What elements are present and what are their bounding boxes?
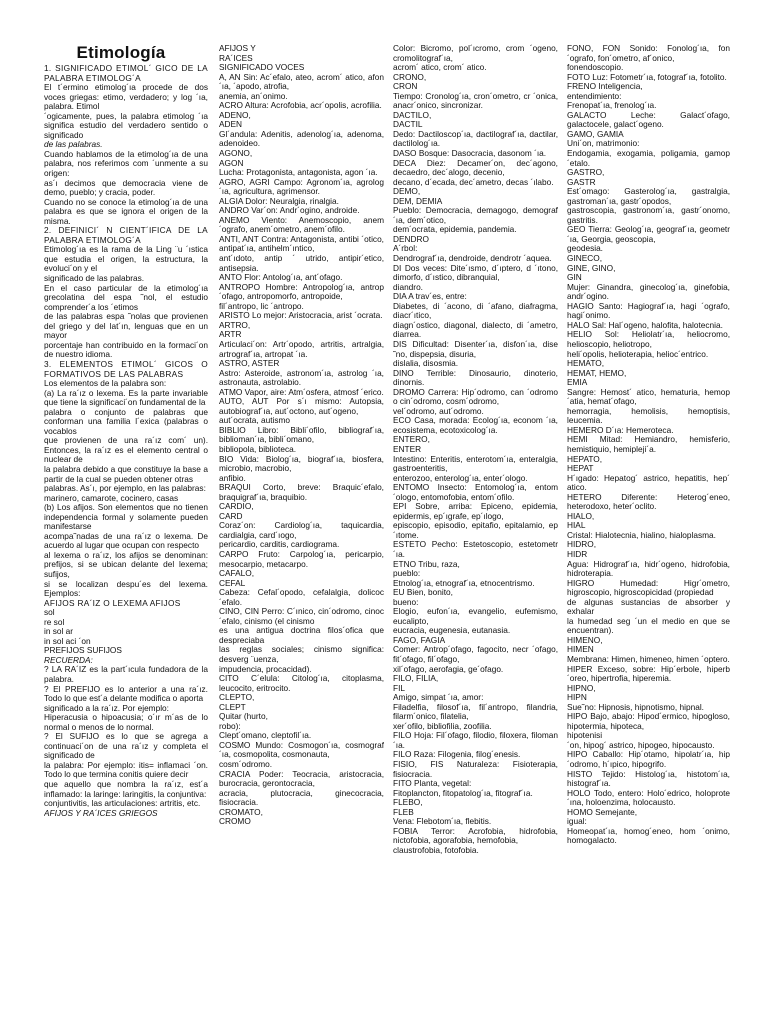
text-line: in sol ar [44,626,74,637]
text-line: ACRO Altura: Acrofobia, acr´opolis, acrofilia. [219,100,382,111]
text-line: FISIO, FIS Naturaleza: Fisioterapia, fisiocracia. [393,759,558,779]
text-line: marinero, camarote, cocinero, casas [44,492,179,503]
text-line: HELIO Sol: Heliolatr´ıa, heliocromo, helioscopio, heliotropo, [567,329,730,349]
text-line: CLEPT [219,701,246,712]
text-line: CEFAL [219,577,246,588]
text-line: DROMO Carrera: Hip´odromo, can ´odromo o cin´odromo, cosm´odromo, [393,386,558,407]
text-line: anemia, an´onimo. [219,90,288,101]
text-line: 2. DEFINICI´ N CIENT´IFICA DE LA PALABRA ETIMOLOG´A [44,225,208,245]
text-line: Vena: Flebotom´ıa, flebitis. [393,816,492,827]
column-2 [219,44,384,1018]
text-line: bueno: [393,596,419,607]
text-line: hemorragia, hemolisis, hemoptisis, leucemia. [567,405,730,426]
text-line: FILO Raza: Filogenia, filog´enesis. [393,749,521,760]
text-line: AFIJOS RA´IZ O LEXEMA AFIJOS [44,597,181,608]
text-line: FRENO Inteligencia, [567,81,643,92]
text-line: gastroscopia, gastronom´ıa, gastr´onomo, gastritis. [567,205,730,225]
text-line: RA´ICES [219,52,253,63]
text-line: de las palabras. [44,139,103,150]
text-line: DASO Bosque: Dasocracia, dasonom ´ıa. [393,148,547,159]
text-line: Fitoplancton, fitopatolog´ıa, fitograf´ıa. [393,787,533,798]
column-1 [44,44,208,1018]
text-line: BRAQUI Corto, breve: Braquic´efalo, braquigraf´ıa, braquibio. [219,482,384,502]
text-line: conjuntivitis, las articulaciones: artritis, etc. [44,798,201,809]
text-line: HOMO Semejante, [567,806,638,817]
text-line: En el caso particular de la etimolog´ıa grecolatina del espa ˜nol, el estudio comprender´a los ´etimos [44,282,208,312]
text-line: Etimolog´ıa es la rama de la Ling ¨u ´ıstica que estudia el origen, la estructura, la evoluci´on y el [44,244,208,274]
text-line: dem´ocrata, epidemia, pandemia. [393,224,517,235]
text-line: Est´omago: Gasterolog´ıa, gastralgia, gastroman´ıa, gastr´opodos, [567,186,730,206]
text-line: acrom´ atico, crom´ atico. [393,62,487,73]
text-line: ATMO Vapor, aire: Atm´osfera, atmosf ´erico. [219,386,384,397]
text-line: Filadelfia, filosof´ıa, fil´antropo, filandria, filarm´onico, filatelia, [393,701,558,722]
text-line: ? El PREFIJO es lo anterior a una ra´ız. Todo lo que est´a delante modifica o aporta [44,683,208,704]
text-line: AGONO, [219,148,253,159]
text-line: Dendrograf´ıa, dendroide, dendrotr ´aquea. [393,253,552,264]
text-line: HEMI Mitad: Hemiandro, hemisferio, hemistiquio, hemipleji´a. [567,434,730,454]
text-line: ADEN [219,119,243,130]
text-line: que aquello que nombra la ra´ız, est´a inflamado: la laringe: laringitis, la conjuntiva: [44,779,208,799]
text-line: eucracia, eugenesia, eutanasia. [393,625,511,636]
text-line: DECA Diez: Decamer´on, dec´agono, decaedro, dec´alogo, decenio, [393,157,558,178]
text-line: sol [44,607,55,618]
text-line: anfibio. [219,472,246,483]
text-line: enterozoo, enterolog´ıa, enter´ologo. [393,472,528,483]
text-line: Cuando hablamos de la etimolog´ıa de una palabra, nos referimos com ´unmente a su origen: [44,148,208,179]
text-line: ASTRO, ASTER [219,358,280,369]
text-line: Articulaci´on: Artr´opodo, artritis, artralgia, artrograf´ıa, artropat ´ıa. [219,338,384,359]
text-line: si se localizan despu´es del lexema. Ejemplos: [44,578,208,599]
text-line: HAGIO Santo: Hagiograf´ıa, hagi ´ografo, hagi´onimo. [567,300,730,321]
text-line: HIPO Bajo, abajo: Hipod´ermico, hipogloso, hipotermia, hipoteca, [567,711,730,731]
text-line: Membrana: Himen, himeneo, himen ´optero. [567,654,730,664]
text-line: HEPAT [567,463,594,474]
text-line: HIDRO, [567,539,597,550]
text-line: 1. SIGNIFICADO ETIMOL´ GICO DE LA PALABRA ETIMOLOG´A [44,63,208,83]
text-line: xer´ofilo, bibliofilia, zoofilia. [393,720,492,731]
text-line: HOLO Todo, entero: Holo´edrico, holoprote´ına, holoenzima, holocausto. [567,787,730,808]
text-line: significado de las palabras. [44,273,145,284]
text-line: re sol [44,616,65,627]
text-line: ADENO, [219,109,251,120]
text-line: pueblo: [393,568,421,579]
text-line: BIO Vida: Biolog´ıa, biograf´ıa, biosfera, microbio, macrobio, [219,453,384,474]
text-line: COSMO Mundo: Cosmogon´ıa, cosmograf´ıa, cosmopolita, cosmonauta, [219,739,384,760]
text-line: de las palabras espa ˜nolas que provienen del griego y del lat´ın, lenguas que en un mayor [44,311,208,341]
text-line: ENTER [393,443,422,454]
text-line: DINO Terrible: Dinosaurio, dinoterio, dinornis. [393,367,558,388]
text-line: DEM, DEMIA [393,195,443,206]
text-line: El t´ermino etimolog´ıa procede de dos voces griegas: etimo, verdadero; y log ´ıa, palabra. Etimol [44,82,208,112]
text-line: Astro: Asteroide, astronom´ıa, astrolog ´ıa, astronauta, astrolabio. [219,367,384,388]
text-line: acracia, plutocracia, ginecocracia, fisiocracia. [219,787,384,808]
text-line: RECUERDA: [44,654,93,665]
text-line: Pueblo: Democracia, demagogo, demograf´ıa, dem´otico, [393,205,558,225]
text-line: bibliopola, biblioteca. [219,443,297,454]
text-line: palabra o conjunto de palabras que conforman una familia l´exica (palabras o vocablos [44,406,208,436]
text-line: ANTROPO Hombre: Antropolog´ıa, antrop´ofago, antropomorfo, antropoide, [219,281,384,302]
text-line: xil´ofago, aerofagia, ge´ofago. [393,663,504,674]
text-line: CRONO, [393,71,427,82]
text-line: AUTO, AUT Por s´ı mismo: Autopsia, autobiograf´ıa, aut´octono, aut´ogeno, [219,396,384,416]
text-line: CRON [393,81,418,92]
text-line: diagn´ostico, diagonal, dialecto, di ´ametro, diarrea. [393,319,558,340]
text-line: as´ı decimos que democracia viene de demo, pueblo; y cracia, poder. [44,177,208,198]
text-line: FLEBO, [393,797,423,808]
text-line: HETERO Diferente: Heterog´eneo, heterodoxo, heter´oclito. [567,491,730,512]
text-line: DACTILO, [393,109,432,120]
text-line: hipotenisi [567,730,603,741]
text-line: HEPATO, [567,453,603,464]
text-line: Quitar (hurto, [219,711,268,722]
text-line: aut´ocrata, autismo [219,415,291,426]
text-line: ´on, hipog´ astrico, hipogeo, hipocausto. [567,739,715,750]
text-line: ANDRO Var´on: Andr´ogino, androide. [219,205,360,216]
text-line: A, AN Sin: Ac´efalo, ateo, acrom´ atico, afon´ıa, ´apodo, atrofia, [219,71,384,92]
text-line: CITO C´elula: Citolog´ıa, citoplasma, leucocito, eritrocito. [219,673,384,693]
text-line: ? El SUFIJO es lo que se agrega a continuaci´on de una ra´ız y completa el significado de [44,731,208,761]
text-line: Mujer: Ginandra, ginecolog´ıa, ginefobia, andr´ogino. [567,281,730,302]
text-line: robo): [219,720,241,731]
text-line: FILO Hoja: Fil´ofago, filodio, filoxera, filoman´ıa. [393,730,558,750]
text-line: Coraz´on: Cardiolog´ıa, taquicardia, cardialgia, card´ıogo, [219,520,384,540]
text-line: Frenopat´ıa, frenolog´ıa. [567,100,657,111]
text-line: Etnolog´ıa, etnograf´ıa, etnocentrismo. [393,577,535,588]
text-line: Color: Bicromo, pol´ıcromo, crom ´ogeno, cromolitograf´ıa, [393,44,558,63]
text-line: EPI Sobre, arriba: Epiceno, epidemia, epidermis, ep´ıgrafe, ep´ılogo, [393,501,558,521]
text-line: AGRO, AGRI Campo: Agronom´ıa, agrolog´ıa, agricultura, agrimensor. [219,176,384,197]
text-line: Cabeza: Cefal´opodo, cefalalgia, dolicoc´efalo. [219,587,384,607]
text-line: palabras. As´ı, por ejemplo, en las palabras: [44,483,206,494]
text-line: GASTR [567,176,596,187]
text-line: HIDR [567,548,588,559]
text-line: A´rbol: [393,243,418,254]
text-line: Los elementos de la palabra son: [44,378,167,389]
text-line: DIS Dificultad: Disenter´ıa, disfon´ıa, dise ˜no, dispepsia, disuria, [393,338,558,359]
text-line: FLEB [393,806,414,817]
text-line: ANTI, ANT Contra: Antagonista, antibi ´otico, antipat´ıa, antihelm´ıntico, [219,233,384,254]
text-line: GEO Tierra: Geolog´ıa, geograf´ıa, geometr´ıa, Georgia, geoscopia, [567,224,730,244]
text-line: Uni´on, matrimonio: [567,138,640,149]
text-line: Lucha: Protagonista, antagonista, agon ´ıa. [219,167,378,178]
text-line: ALGIA Dolor: Neuralgia, rinalgia. [219,195,339,206]
text-line: CLEPTO, [219,692,255,703]
text-line: episcopio, episodio, epitafio, epitalamio, ep´ıtome. [393,520,558,540]
text-line: ANEMO Viento: Anemoscopio, anem ´ografo, anem´ometro, anem´ofilo. [219,214,384,235]
text-line: claustrofobia, fotofobia. [393,844,479,855]
text-line: Hiperacusia o hipoacusia; o´ır m´as de lo normal o menos de lo normal. [44,712,208,732]
text-line: BIBLIO Libro: Bibli´ofilo, bibliograf´ıa, biblioman´ıa, bibli´omano, [219,424,384,445]
text-line: HISTO Tejido: Histolog´ıa, histotom´ıa, histograf´ıa. [567,768,730,789]
text-line: Elogio, eufon´ıa, evangelio, eufemismo, eucalipto, [393,606,558,626]
text-line: HIGRO Humedad: Higr´ometro, higroscopio, higroscopicidad (propiedad [567,577,730,598]
text-line: pericardio, carditis, cardiograma. [219,539,340,550]
text-line: ECO Casa, morada: Ecolog´ıa, econom ´ıa, ecosistema, ecotoxicolog´ıa. [393,415,558,435]
text-line: es una antigua doctrina filos´ofica que despreciaba [219,625,384,645]
text-line: DENDRO [393,233,429,244]
text-line: HEMATO, [567,358,605,369]
text-line: DI Dos veces: Dite´ısmo, d´ıptero, d ´ıtono, dimorfo, d´ıstico, dibranquial, [393,262,558,283]
text-line: HIALO, [567,510,595,521]
text-line: Diabetes, di ´acono, di ´afano, diafragma, diacr´ıtico, [393,300,558,321]
text-line: fonendoscopio. [567,62,624,73]
text-line: Tiempo: Cronolog´ıa, cron´ometro, cr ´onica, anacr´onico, sincronizar. [393,90,558,111]
text-line: HEMERO D´ıa: Hemeroteca. [567,424,674,435]
text-line: ESTETO Pecho: Estetoscopio, estetometr´ıa. [393,539,558,559]
text-line: vel´odromo, aut´odromo. [393,405,484,416]
text-line: CARD [219,510,243,521]
column-3 [393,44,558,1018]
text-line: (b) Los afijos. Son elementos que no tienen independencia formal y solamente pueden manifestarse [44,502,208,532]
text-line: CINO, CIN Perro: C´ınico, cin´odromo, cinoc´efalo, cinismo (el cinismo [219,606,384,626]
text-line: Dedo: Dactiloscop´ıa, dactilograf´ıa, dactilar, dactilolog´ıa. [393,128,558,149]
text-line: acompa˜nadas de una ra´ız o lexema. De acuerdo al lugar que ocupan con respecto [44,530,208,551]
text-line: HEMAT, HEMO, [567,367,627,378]
text-line: que provienen de una ra´ız com´ un). Entonces, la ra´ız es el elemento central o nuclear de [44,435,208,465]
column-4 [567,44,730,1018]
text-line: FILO, FILIA, [393,673,439,684]
text-line: porcentaje han contribuido en la formaci´on de nuestro idioma. [44,339,208,360]
text-line: Sue˜no: Hipnosis, hipnotismo, hipnal. [567,701,704,712]
text-line: Amigo, simpat ´ıa, amor: [393,692,484,703]
text-line: GINE, GINO, [567,262,616,273]
text-line: ANTO Flor: Antolog´ıa, ant´ofago. [219,272,343,283]
text-line: FAGO, FAGIA [393,634,446,645]
text-line: impudencia, procacidad). [219,663,312,674]
text-line: Cristal: Hialotecnia, hialino, hialoplasma. [567,529,716,540]
text-line: Endogamia, exogamia, poligamia, gamop´etalo. [567,148,730,168]
text-line: HIAL [567,520,586,531]
text-line: CROMO [219,816,251,827]
text-line: FOTO Luz: Fotometr´ıa, fotograf´ıa, fotolito. [567,71,727,82]
text-line: HIMENO, [567,634,603,645]
text-line: geodesia. [567,243,603,254]
text-line: la humedad seg ´un el medio en que se encuentran). [567,615,730,636]
text-line: EU Bien, bonito, [393,587,453,598]
text-line: SIGNIFICADO VOCES [219,62,305,73]
text-line: decano, d´ecada, dec´ametro, decas ´ılabo. [393,176,554,187]
text-line: HIPNO, [567,682,596,693]
text-line: DEMO, [393,186,421,197]
text-line: ? LA RA´IZ es la part´ıcula fundadora de la palabra. [44,664,208,684]
text-line: HIPN [567,692,587,703]
text-line: AGON [219,157,244,168]
text-line: dislalia, disosmia. [393,358,459,369]
text-line: Clept´omano, cleptofil´ıa. [219,730,312,741]
text-line: Homeopat´ıa, homog´eneo, hom ´onimo, homogalacto. [567,825,730,846]
text-line: ´ogicamente, pues, la palabra etimolog ´ıa significa estudio del verdadero sentido o significado [44,110,208,140]
text-line: al lexema o ra´ız, los afijos se denominan: prefijos, si se ubican delante del lexema; sufijos, [44,549,208,579]
text-line: GINECO, [567,253,603,264]
text-line: ARTRO, [219,319,251,330]
text-line: HIPO Caballo: Hip´otamo, hipolatr´ıa, hip´odromo, h´ıpico, hipogrifo. [567,749,730,770]
text-line: DACTIL [393,119,423,130]
text-line: PREFIJOS SUFIJOS [44,645,122,656]
text-line: Agua: Hidrograf´ıa, hidr´ogeno, hidrofobia, hidroterapia. [567,558,730,579]
text-line: heli´opolis, helioterapia, helioc´entrico. [567,348,709,359]
text-line: DIA A trav´es, entre: [393,291,467,302]
text-line: fil´antropo, lic ´antropo. [219,300,304,311]
text-line: CROMATO, [219,806,263,817]
text-line: las reglas sociales; cinismo significa: desverg ¨uenza, [219,644,384,664]
text-line: la palabra: Por ejemplo: itis= inflamaci ´on. Todo lo que termina conitis quiere decir [44,759,208,780]
text-line: ant´ıdoto, antip ´ utrido, antipir´etico, antisepsia. [219,253,384,273]
document-title: Etimología [76,44,166,62]
text-line: FONO, FON Sonido: Fonolog´ıa, fon ´ografo, fon´ometro, af´onico, [567,44,730,63]
text-line: HIMEN [567,644,594,655]
text-line: AFIJOS Y [219,44,256,53]
text-line: CARPO Fruto: Carpolog´ıa, pericarpio, mesocarpio, metacarpo. [219,548,384,569]
text-line: GALACTO Leche: Galact´ofago, galactocele, galact´ogeno. [567,109,730,130]
text-line: GASTRO, [567,167,605,178]
text-line: cosm´odromo. [219,759,273,770]
text-line: CAFALO, [219,568,255,579]
text-line: HIPER Exceso, sobre: Hip´erbole, hiperb´oreo, hipertrofia, hiperemia. [567,663,730,684]
text-line: ARTR [219,329,242,340]
text-line: AFIJOS Y RA´ICES GRIEGOS [44,807,158,818]
text-line: Sangre: Hemost´ atico, hematuria, hemop´atia, hemat´ofago, [567,386,730,407]
text-line: CARDIO, [219,501,254,512]
text-line: de algunas sustancias de absorber y exhalar [567,596,730,617]
text-line: (a) La ra´ız o lexema. Es la parte invariable que tiene la significaci´on fundamental de la [44,387,208,408]
text-line: Gl´andula: Adenitis, adenolog´ıa, adenoma, adenoideo. [219,128,384,149]
text-line: CRACIA Poder: Teocracia, aristocracia, burocracia, gerontocracia, [219,768,384,789]
text-line: FITO Planta, vegetal: [393,778,472,789]
text-line: la palabra debido a que constituye la base a partir de la cual se pueden obtener otras [44,463,208,484]
text-line: FOBIA Terror: Acrofobia, hidrofobia, nictofobia, agorafobia, hemofobia, [393,825,558,846]
text-line: GAMO, GAMIA [567,128,624,139]
text-line: Intestino: Enteritis, enterotom´ıa, enteralgia, gastroenteritis, [393,453,558,474]
text-line: H´ıgado: Hepatog´ astrico, hepatitis, hep´ atico. [567,472,730,493]
text-line: in sol aci ´on [44,635,91,646]
text-line: HALO Sal: Hal´ogeno, halofita, halotecnia. [567,319,723,330]
text-line: ENTOMO Insecto: Entomolog´ıa, entom ´ologo, entomofobia, entom´ofilo. [393,482,558,502]
text-line: entendimiento: [567,90,622,101]
text-line: ARISTO Lo mejor: Aristocracia, arist ´ocrata. [219,310,383,321]
text-line: 3. ELEMENTOS ETIMOL´ GICOS O FORMATIVOS DE LAS PALABRAS [44,358,208,379]
text-line: ENTERO, [393,434,430,445]
text-line: diandro. [393,281,423,292]
text-line: Comer: Antrop´ofago, fagocito, necr ´ofago, fit´ofago, fil´ofago, [393,644,558,664]
text-line: Cuando no se conoce la etimolog´ıa de una palabra es que se ignora el origen de la misma. [44,196,208,226]
text-line: EMIA [567,377,588,388]
text-line: FIL [393,682,405,693]
text-line: igual: [567,816,587,827]
text-line: GIN [567,272,582,283]
text-line: significado a la ra´ız. Por ejemplo: [44,702,169,713]
text-line: ETNO Tribu, raza, [393,558,460,569]
